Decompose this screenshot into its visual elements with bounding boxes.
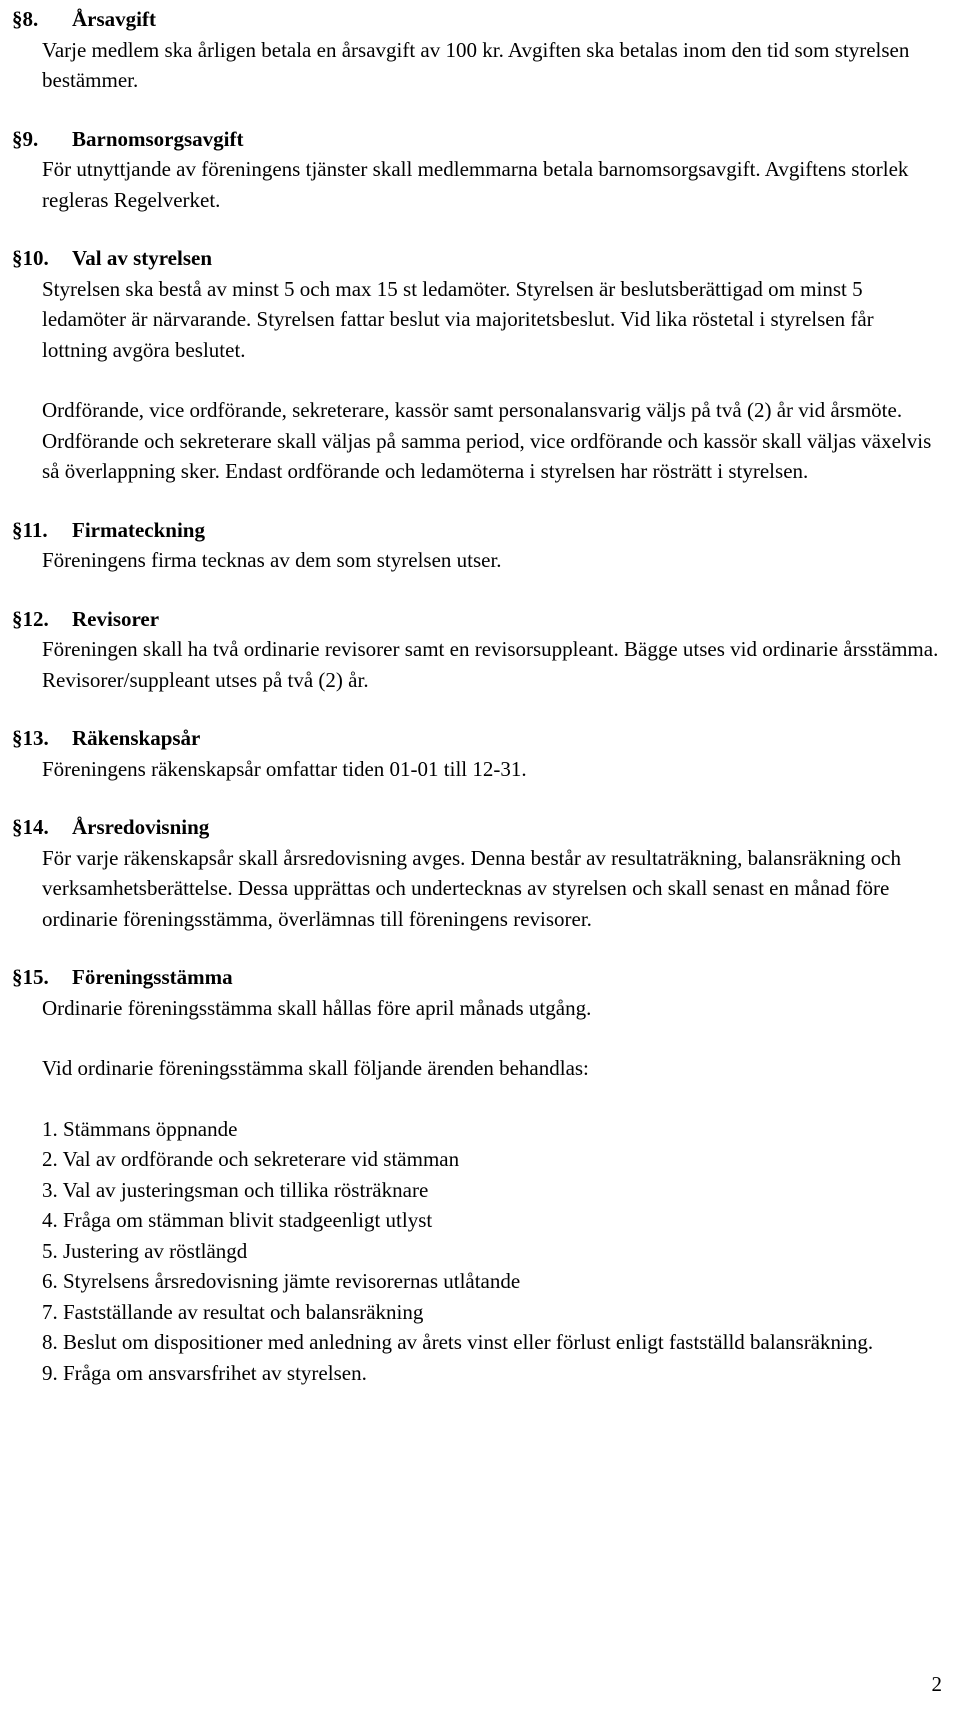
section-number: §15. [12, 965, 49, 989]
section-body [12, 274, 942, 487]
section-12 [12, 604, 952, 696]
section-body [12, 843, 942, 935]
section-14 [12, 812, 952, 934]
section-body [12, 993, 942, 1389]
section-heading [12, 124, 952, 155]
section-body [12, 754, 942, 785]
section-paragraph: Föreningen skall ha två ordinarie revisorer samt en revisorsuppleant. Bägge utses vid ordinarie årsstämma. Revisorer/suppleant utses på två (2) år. [42, 637, 939, 692]
list-item: 1. Stämmans öppnande [42, 1116, 238, 1141]
spacer [42, 1084, 942, 1114]
section-8 [12, 4, 952, 96]
section-paragraph: Föreningens firma tecknas av dem som styrelsen utser. [42, 548, 502, 572]
section-number: §8. [12, 7, 39, 31]
section-paragraph: Styrelsen ska bestå av minst 5 och max 15 st ledamöter. Styrelsen är beslutsberättigad om minst 5 ledamöter är närvarande. Styrelsen fattar beslut via majoritetsbeslut. Vid lika röstetal i styrelsen får lottning avgöra beslutet. [42, 276, 874, 362]
section-paragraph: Ordförande, vice ordförande, sekreterare, kassör samt personalansvarig väljs på två (2) år vid årsmöte. Ordförande och sekreterare skall väljas på samma period, vice ordförande och kassör skall väljas växelvis så överlappning sker. Endast ordförande och ledamöterna i styrelsen har rösträtt i styrelsen. [42, 398, 932, 483]
section-title: Firmateckning [72, 517, 205, 542]
section-title: Revisorer [72, 606, 160, 631]
section-number: §11. [12, 517, 48, 542]
section-title: Föreningsstämma [72, 965, 233, 989]
document-page [12, 4, 952, 1416]
section-9 [12, 124, 952, 216]
list-item: 9. Fråga om ansvarsfrihet av styrelsen. [42, 1360, 367, 1385]
section-paragraph: För varje räkenskapsår skall årsredovisning avges. Denna består av resultaträkning, balansräkning och verksamhetsberättelse. Dessa upprättas och undertecknas av styrelsen och skall senast en månad före ordinarie föreningsstämma, överlämnas till föreningens revisorer. [42, 845, 901, 931]
section-body [12, 634, 942, 695]
section-heading [12, 962, 952, 993]
section-paragraph: För utnyttjande av föreningens tjänster skall medlemmarna betala barnomsorgsavgift. Avgiftens storlek regleras Regelverket. [42, 157, 909, 212]
section-body [12, 154, 942, 215]
list-item: 4. Fråga om stämman blivit stadgeenligt utlyst [42, 1208, 433, 1232]
agenda-list [42, 1114, 942, 1389]
list-item: 7. Fastställande av resultat och balansräkning [42, 1299, 424, 1324]
section-10 [12, 243, 952, 487]
section-13 [12, 723, 952, 784]
section-body [12, 545, 942, 576]
section-body [12, 35, 942, 96]
section-heading [12, 604, 952, 635]
section-heading [12, 723, 952, 754]
list-item: 6. Styrelsens årsredovisning jämte revisorernas utlåtande [42, 1269, 521, 1293]
section-paragraph: Varje medlem ska årligen betala en årsavgift av 100 kr. Avgiften ska betalas inom den tid som styrelsen bestämmer. [42, 37, 910, 92]
page-number: 2 [931, 1672, 942, 1696]
section-heading [12, 243, 952, 274]
section-paragraph: Föreningens räkenskapsår omfattar tiden 01-01 till 12-31. [42, 756, 527, 781]
section-title: Barnomsorgsavgift [72, 126, 244, 151]
section-number: §12. [12, 606, 49, 631]
list-item: 3. Val av justeringsman och tillika rösträknare [42, 1177, 429, 1202]
section-heading [12, 4, 952, 35]
section-paragraph: Vid ordinarie föreningsstämma skall följande ärenden behandlas: [42, 1056, 589, 1080]
section-number: §10. [12, 246, 49, 270]
section-15 [12, 962, 952, 1388]
list-item: 8. Beslut om dispositioner med anledning av årets vinst eller förlust enligt fastställd balansräkning. [42, 1330, 874, 1354]
section-title: Räkenskapsår [72, 726, 201, 750]
section-title: Årsavgift [72, 7, 156, 31]
section-heading [12, 515, 952, 546]
list-item: 2. Val av ordförande och sekreterare vid stämman [42, 1147, 460, 1171]
section-11 [12, 515, 952, 576]
section-paragraph: Ordinarie föreningsstämma skall hållas före april månads utgång. [42, 995, 592, 1020]
section-title: Årsredovisning [72, 815, 210, 839]
list-item: 5. Justering av röstlängd [42, 1238, 248, 1263]
section-number: §14. [12, 815, 49, 839]
section-title: Val av styrelsen [72, 246, 213, 270]
section-number: §9. [12, 126, 39, 151]
section-heading [12, 812, 952, 843]
section-number: §13. [12, 726, 49, 750]
